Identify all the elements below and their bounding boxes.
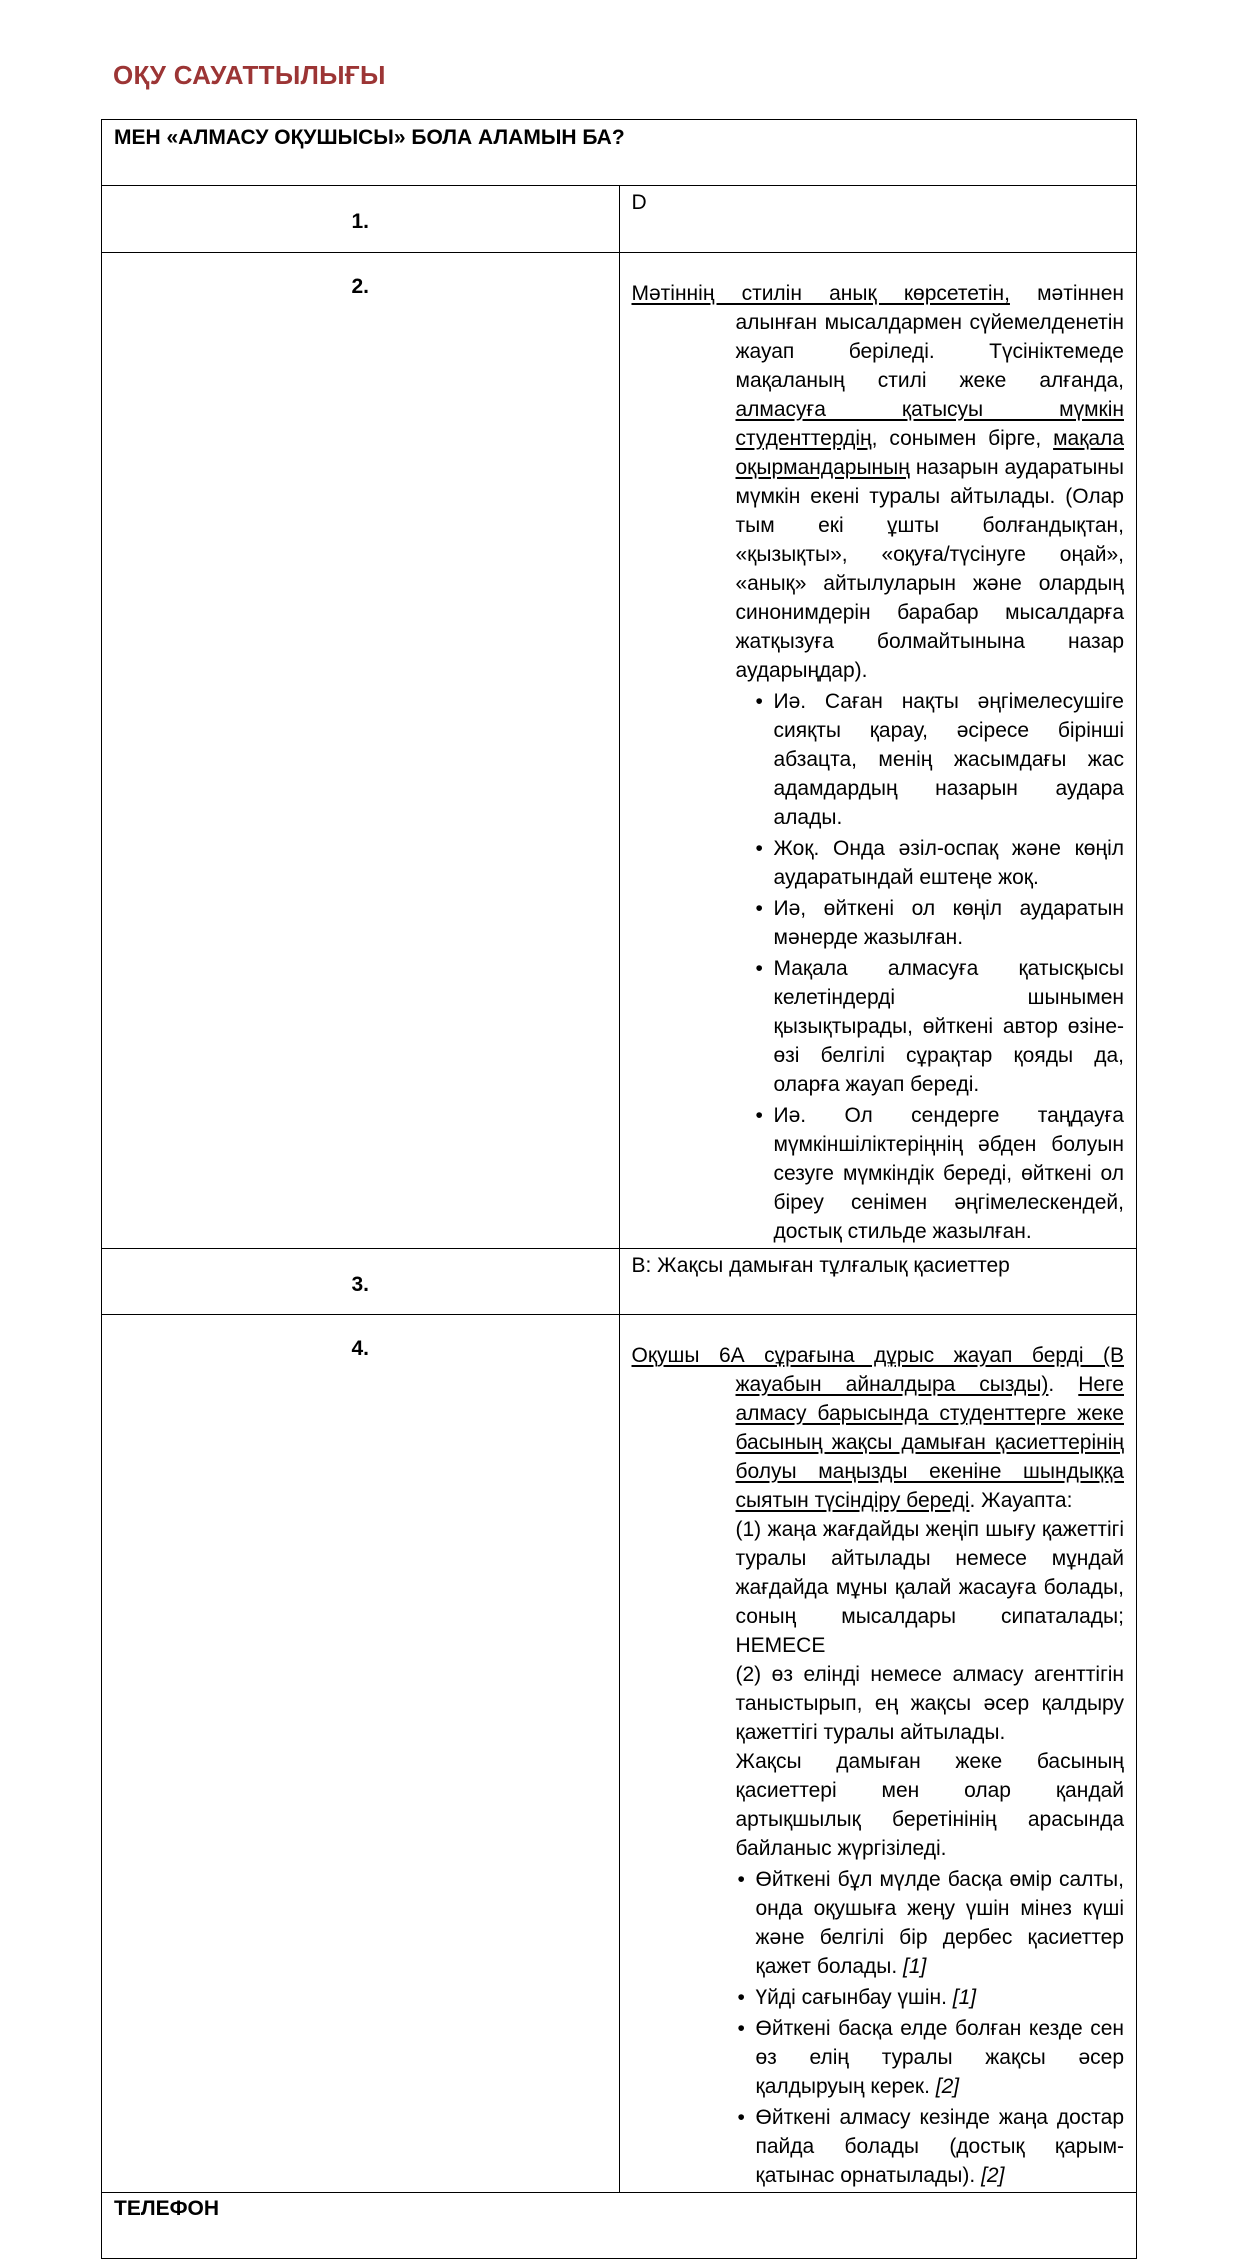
table-heading-cell — [102, 120, 1137, 186]
table-heading: МЕН «АЛМАСУ ОҚУШЫСЫ» БОЛА АЛАМЫН БА? — [114, 126, 625, 149]
table-heading-row — [102, 120, 1137, 186]
list-item — [756, 1865, 1125, 1981]
table-footer-row — [102, 2193, 1137, 2259]
q2-underlined-1: Мәтіннің стилін анық көрсететін, — [631, 282, 1010, 305]
page-title: ОҚУ САУАТТЫЛЫҒЫ — [113, 60, 386, 90]
answer-key-table — [101, 119, 1137, 2259]
q4-option-1: (1) жаңа жағдайды жеңіп шығу қажеттігі туралы айтылады немесе мұндай жағдайда мұны қалай жасауға болады, соның мысалдары сипаталады; НЕМЕСЕ — [735, 1518, 1124, 1657]
list-item: • Иә. Ол сендерге таңдауға мүмкіншіліктеріңнің әбден болуын сезуге мүмкіндік береді, өйткені ол біреу сенімен әңгімелескендей, достық стильде жазылған. — [774, 1101, 1125, 1246]
list-item: • Иә, өйткені ол көңіл аударатын мәнерде жазылған. — [774, 894, 1125, 952]
q2-criteria-paragraph — [632, 279, 1125, 685]
q4-example-text: Үйді сағынбау үшін. — [755, 1986, 953, 2009]
q3-number: 3. — [351, 1273, 369, 1296]
q3-number-cell — [102, 1249, 620, 1315]
list-item — [756, 1983, 1125, 2012]
q4-answer-cell — [619, 1315, 1137, 2193]
q1-row — [102, 186, 1137, 253]
q2-underlined-2: алмасуға қатысуы мүмкін студенттердің — [735, 398, 1124, 450]
q4-link-note: Жақсы дамыған жеке басының қасиеттері мен олар қандай артықшылық беретінінің арасында байланыс жүргізіледі. — [735, 1750, 1124, 1860]
q2-example-list — [774, 687, 1125, 1246]
q4-text-2: . Жауапта: — [969, 1489, 1073, 1512]
q4-number: 4. — [351, 1337, 369, 1360]
q2-answer — [620, 253, 1137, 1246]
list-item: • Жоқ. Онда әзіл-оспақ және көңіл аударатындай ештеңе жоқ. — [774, 834, 1125, 892]
q4-example-mark: [2] — [935, 2075, 960, 2098]
q4-option-2: (2) өз елінді немесе алмасу агенттігін таныстырып, ең жақсы әсер қалдыру қажеттігі туралы айтылады. — [735, 1663, 1124, 1744]
q4-row — [102, 1315, 1137, 2193]
q2-underlined-3: мақала оқырмандарының — [735, 427, 1124, 479]
list-item — [756, 2103, 1125, 2190]
q1-answer: D — [631, 191, 647, 214]
q4-example-list — [756, 1865, 1125, 2190]
q2-number-cell — [102, 253, 620, 1249]
q2-text-3: назарын аударатыны мүмкін екені туралы айтылады. (Олар тым екі ұшты болғандықтан, «қызықты», «оқуға/түсінуге оңай», «анық» айтылуларын және олардың синонимдерін барабар мысалдарға жатқызуға болмайтынына назар аударыңдар). — [735, 456, 1124, 682]
q2-number: 2. — [351, 275, 369, 298]
q3-row — [102, 1249, 1137, 1315]
list-item: • Мақала алмасуға қатысқысы келетіндерді шынымен қызықтырады, өйткені автор өзіне-өзі белгілі сұрақтар қояды да, оларға жауап береді. — [774, 954, 1125, 1099]
q4-answer — [620, 1315, 1137, 2190]
q4-text-1: . — [1048, 1373, 1079, 1396]
q3-answer: B: Жақсы дамыған тұлғалық қасиеттер — [631, 1254, 1010, 1277]
list-item — [756, 2014, 1125, 2101]
q4-example-mark: [2] — [981, 2164, 1005, 2187]
q1-number: 1. — [351, 210, 369, 233]
q4-example-mark: [1] — [952, 1986, 977, 2009]
q4-example-text: Өйткені бұл мүлде басқа өмір салты, онда оқушыға жеңу үшін мінез күші және белгілі бір дербес қасиеттер қажет болады. — [755, 1868, 1124, 1978]
q4-example-text: Өйткені басқа елде болған кезде сен өз елің туралы жақсы әсер қалдыруың керек. — [755, 2017, 1124, 2098]
q2-text-2: , сонымен бірге, — [871, 427, 1054, 450]
q4-example-text: Өйткені алмасу кезінде жаңа достар пайда болады (достық қарым-қатынас орнатылады). — [755, 2106, 1124, 2187]
q1-number-cell — [102, 186, 620, 253]
q2-row — [102, 253, 1137, 1249]
q3-answer-cell — [619, 1249, 1137, 1315]
q2-text-1: мәтіннен алынған мысалдармен сүйемелденетін жауап беріледі. Түсініктемеде мақаланың стилі жеке алғанда, — [735, 282, 1124, 392]
q1-answer-cell — [619, 186, 1137, 253]
q4-example-mark: [1] — [903, 1955, 927, 1978]
list-item: • Иә. Саған нақты әңгімелесушіге сияқты қарау, әсіресе бірінші абзацта, менің жасымдағы жас адамдардың назарын аудара алады. — [774, 687, 1125, 832]
table-footer: ТЕЛЕФОН — [114, 2197, 219, 2220]
q4-underlined-1: Оқушы 6А сұрағына дұрыс жауап берді (В жауабын айналдыра сызды) — [631, 1344, 1124, 1396]
q4-number-cell — [102, 1315, 620, 2193]
q4-underlined-2: Неге алмасу барысында студенттерге жеке басының жақсы дамыған қасиеттерінің болуы маңызды екеніне шындыққа сыятын түсіндіру береді — [735, 1373, 1124, 1512]
table-footer-cell — [102, 2193, 1137, 2259]
q2-answer-cell — [619, 253, 1137, 1249]
q4-criteria-paragraph — [632, 1341, 1125, 1515]
